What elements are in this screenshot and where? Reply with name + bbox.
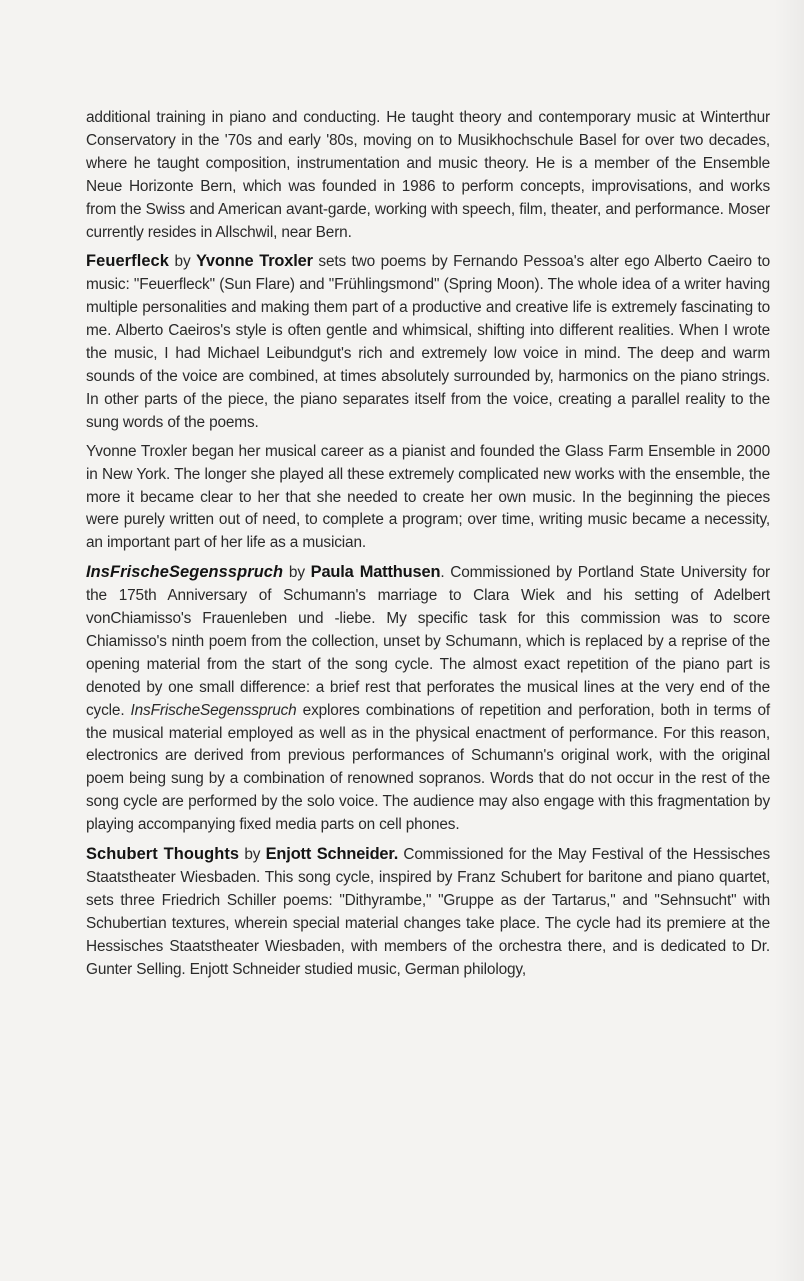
by-connector: by [283, 564, 311, 582]
work-title-insfrische: InsFrischeSegensspruch [86, 563, 284, 582]
inline-work-title: InsFrischeSegensspruch [130, 701, 297, 719]
composer-name-schneider: Enjott Schneider. [265, 845, 399, 864]
work-title-schubert-thoughts: Schubert Thoughts [86, 845, 240, 864]
paragraph-text: . Commissioned by Portland State University for the 175th Anniversary of Schumann's marriage to Clara Wiek and his setting of Adelbert vonChiamisso's Frauenleben und -liebe. My specific task for this commission was to score Chiamisso's ninth poem from the collection, unset by Schumann, which is replaced by a reprise of the opening material from the start of the song cycle. The almost exact repetition of the piano part is denoted by one small difference: a brief rest that perforates the musical lines at the very end of the cycle. [86, 564, 770, 719]
program-notes-body [86, 107, 770, 988]
work-title-feuerfleck: Feuerfleck [86, 252, 169, 271]
paragraph-moser-bio: additional training in piano and conducting. He taught theory and contemporary music at Winterthur Conservatory in the '70s and early '80s, moving on to Musikhochschule Basel for over two decades, where he taught composition, instrumentation and music theory. He is a member of the Ensemble Neue Horizonte Bern, which was founded in 1986 to perform concepts, improvisations, and works from the Swiss and American avant-garde, working with speech, film, theater, and performance. Moser currently resides in Allschwil, near Bern. [86, 109, 770, 241]
paragraph-insfrische [86, 561, 770, 837]
composer-name-troxler: Yvonne Troxler [196, 252, 313, 271]
by-connector: by [169, 253, 197, 271]
paragraph-troxler-bio: Yvonne Troxler began her musical career as a pianist and founded the Glass Farm Ensemble in 2000 in New York. The longer she played all these extremely complicated new works with the ensemble, the more it became clear to her that she needed to create her own music. In the beginning the pieces were purely written out of need, to complete a program; over time, writing music became a necessity, an important part of her life as a musician. [86, 442, 770, 552]
paragraph-schubert-thoughts [86, 843, 770, 981]
paragraph-feuerfleck [86, 250, 770, 434]
page-edge-shadow [774, 0, 804, 1281]
composer-name-matthusen: Paula Matthusen [310, 563, 441, 582]
paragraph-text: explores combinations of repetition and perforation, both in terms of the musical material employed as well as in the physical enactment of performance. For this reason, electronics are derived from previous performances of Schumann's original work, with the original poem being sung by a combination of renowned sopranos. Words that do not occur in the rest of the song cycle are performed by the solo voice. The audience may also engage with this fragmentation by playing accompanying fixed media parts on cell phones. [86, 701, 771, 834]
paragraph-text: Commissioned for the May Festival of the Hessisches Staatstheater Wiesbaden. This song cycle, inspired by Franz Schubert for baritone and piano quartet, sets three Friedrich Schiller poems: "Dithyrambe," "Gruppe as der Tartarus," and "Sehnsucht" with Schubertian textures, wherein special material changes take place. The cycle had its premiere at the Hessisches Staatstheater Wiesbaden, with members of the orchestra there, and is dedicated to Dr. Gunter Selling. Enjott Schneider studied music, German philology, [86, 846, 770, 978]
paragraph-text: sets two poems by Fernando Pessoa's alter ego Alberto Caeiro to music: "Feuerfleck" (Sun Flare) and "Frühlingsmond" (Spring Moon). The whole idea of a writer having multiple personalities and making them part of a productive and creative life is extremely fascinating to me. Alberto Caeiros's style is often gentle and whimsical, shifting into different realities. When I wrote the music, I had Michael Leibundgut's rich and extremely low voice in mind. The deep and warm sounds of the voice are combined, at times absolutely surrounded by, harmonics on the piano strings. In other parts of the piece, the piano separates itself from the voice, creating a parallel reality to the sung words of the poems. [86, 253, 770, 431]
by-connector: by [239, 846, 266, 864]
